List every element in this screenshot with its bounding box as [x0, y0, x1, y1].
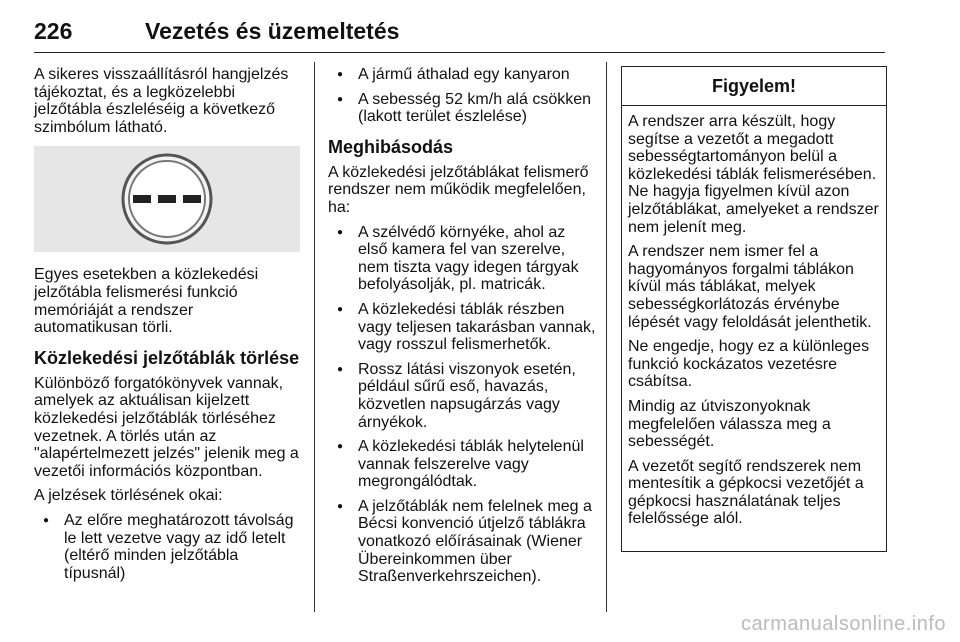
list-item: ● Az előre meghatározott távolság le lett vezetve vagy az idő letelt (eltérő minden jelzőtábla típusnál)	[34, 512, 300, 582]
no-sign-detected-icon	[119, 151, 215, 247]
warning-paragraph: Ne engedje, hogy ez a különleges funkció kockázatos vezetésre csábítsa.	[628, 338, 870, 391]
malfunction-paragraph: A közlekedési jelzőtáblákat felismerő rendszer nem működik megfelelően, ha:	[328, 163, 589, 216]
sign-image-panel	[34, 146, 300, 252]
warning-paragraph: A rendszer arra készült, hogy segítse a vezetőt a megadott sebességtartományon belül a közlekedési táblák felismerésében. Ne hagyja figyelmen kívül azon jelzőtáblákat, amelyeket a rendszer nem jelenít meg.	[628, 113, 879, 236]
list-item: ● A jármű áthalad egy kanyaron	[328, 66, 596, 84]
list-item: ● A szélvédő környéke, ahol az első kamera fel van szerelve, nem tiszta vagy idegen tárgyak befolyásolják, pl. matricák.	[328, 224, 596, 294]
column-divider	[606, 62, 607, 612]
list-item: ● Rossz látási viszonyok esetén, például sűrű eső, havazás, közvetlen napsugárzás vagy árnyékok.	[328, 361, 596, 431]
watermark: carmanualsonline.info	[740, 613, 946, 635]
list-item: ● A jelzőtáblák nem felelnek meg a Bécsi konvenció útjelző táblákra vonatkozó előírásainak (Wiener Übereinkommen über Straßenverkehrszeichen).	[328, 498, 596, 586]
warning-title: Figyelem!	[622, 67, 886, 106]
auto-clear-paragraph: Egyes esetekben a közlekedési jelzőtábla felismerési funkció memóriáját a rendszer automatikusan törli.	[34, 266, 259, 337]
warning-body	[622, 106, 886, 528]
chapter-title: Vezetés és üzemeltetés	[145, 18, 400, 44]
list-item: ● A közlekedési táblák helytelenül vannak felszerelve vagy megrongálódtak.	[328, 438, 596, 491]
column-divider	[314, 62, 315, 612]
list-item: ● A sebesség 52 km/h alá csökken (lakott terület észlelése)	[328, 91, 596, 126]
section-heading-clearing: Közlekedési jelzőtáblák törlése	[34, 347, 300, 368]
warning-paragraph: A vezetőt segítő rendszerek nem mentesítik a gépkocsi vezetőjét a gépkocsi használatának teljes felelőssége alól.	[628, 457, 864, 528]
warning-paragraph: Mindig az útviszonyoknak megfelelően válassza meg a sebességét.	[628, 397, 831, 451]
page-header	[34, 10, 885, 53]
warning-box	[621, 66, 887, 552]
column-left	[34, 66, 300, 589]
intro-paragraph: A sikeres visszaállításról hangjelzés tájékoztat, és a legközelebbi jelzőtábla észleléséig a következő szimbólum látható.	[34, 66, 289, 136]
page-number: 226	[34, 18, 73, 44]
clearing-reasons-list	[34, 512, 300, 582]
list-item: ● A közlekedési táblák részben vagy teljesen takarásban vannak, vagy rosszul felismerhetők.	[328, 301, 596, 354]
column-middle	[328, 66, 596, 593]
clearing-paragraph: Különböző forgatókönyvek vannak, amelyek az aktuálisan kijelzett közlekedési jelzőtáblák törléséhez vezetnek. A törlés után az "alapértelmezett jelzés" jelenik meg a vezetői információs központban.	[34, 374, 299, 480]
malfunction-list	[328, 224, 596, 586]
clearing-reasons-list-continued	[328, 66, 596, 126]
warning-paragraph: A rendszer nem ismer fel a hagyományos forgalmi táblákon kívül más táblákat, melyek sebességkorlátozás érvénybe lépését vagy feloldását jelenthetik.	[628, 243, 872, 331]
clearing-reasons-intro: A jelzések törlésének okai:	[34, 487, 223, 505]
section-heading-malfunction: Meghibásodás	[328, 136, 454, 157]
